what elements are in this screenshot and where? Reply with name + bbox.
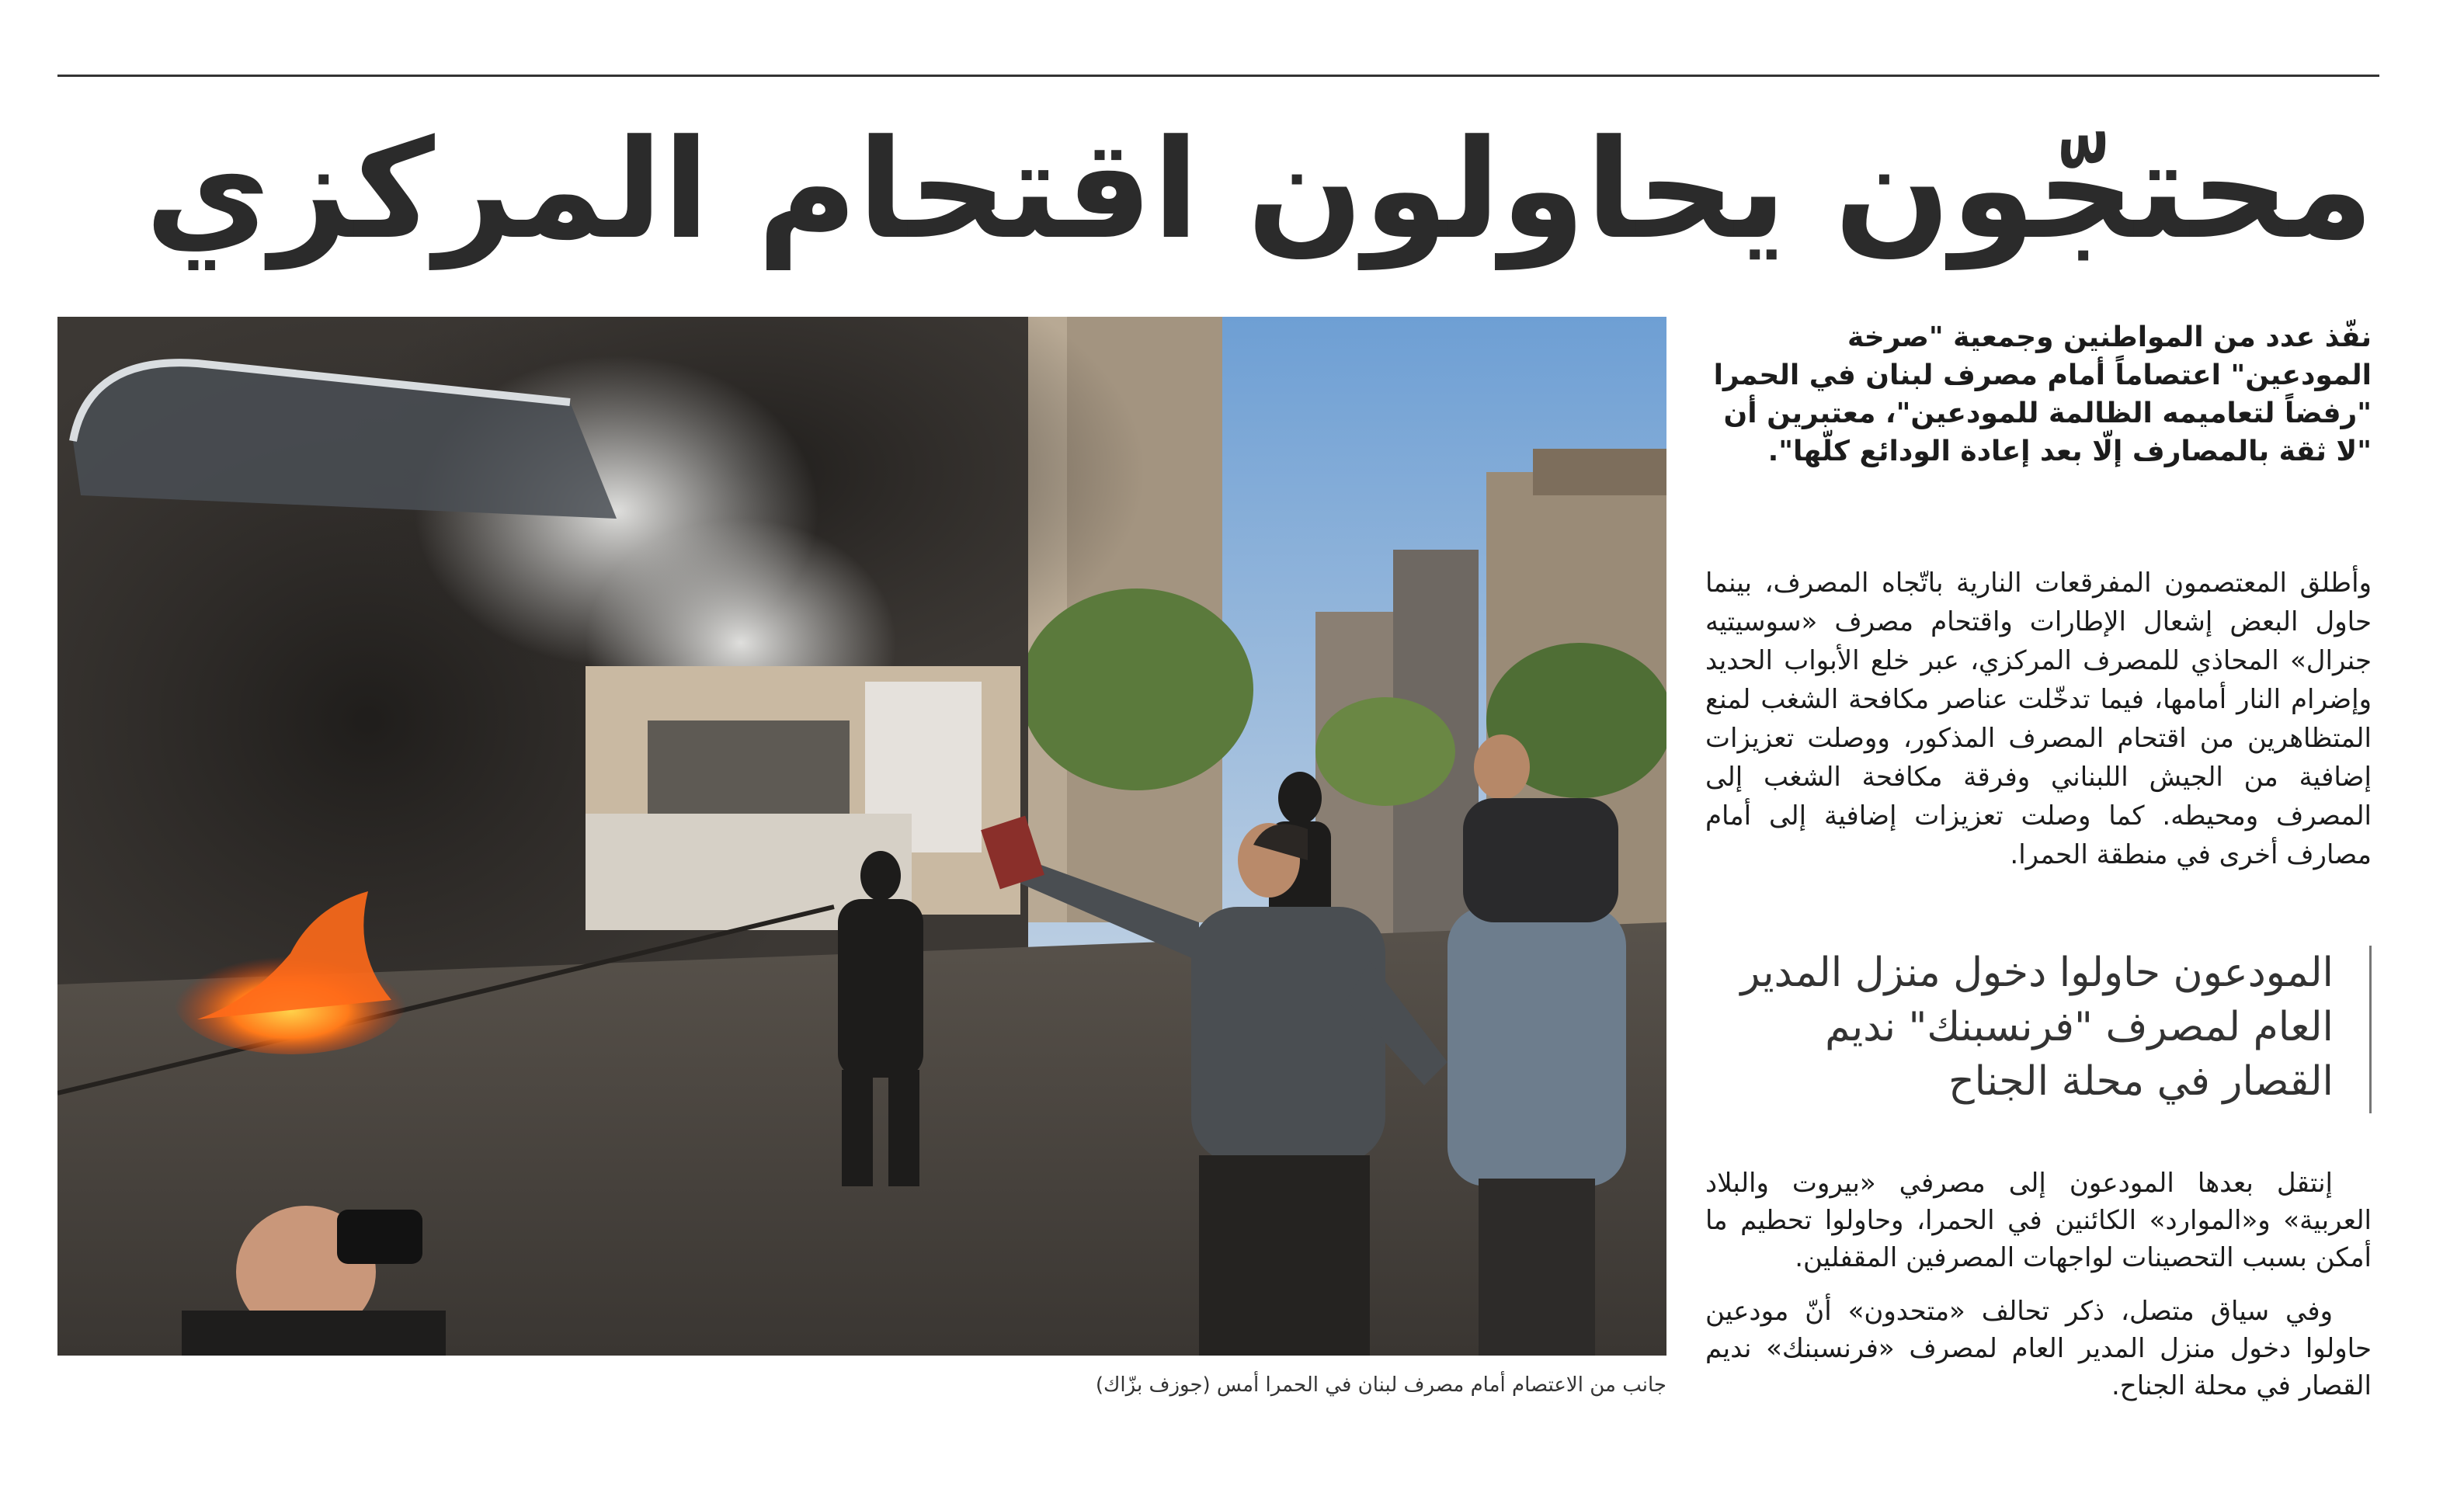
top-rule [57, 75, 2379, 77]
photo-caption: جانب من الاعتصام أمام مصرف لبنان في الحمرا أمس (جوزف بزّاك) [1095, 1373, 1666, 1397]
article-paragraph-1: وأطلق المعتصمون المفرقعات النارية باتّجاه المصرف، بينما حاول البعض إشعال الإطارات واقتحام مصرف «سوسيتيه جنرال» المحاذي للمصرف المركزي، عبر خلع الأبواب الحديد وإضرام النار أمامها، فيما تدخّلت عناصر مكافحة الشغب لمنع المتظاهرين من اقتحام المصرف المذكور، ووصلت تعزيزات إضافية من الجيش اللبناني وفرقة مكافحة الشغب إلى المصرف ومحيطه. كما وصلت تعزيزات إضافية إلى أمام مصارف أخرى في منطقة الحمرا. [1705, 568, 2372, 870]
news-photo [57, 317, 1666, 1356]
article-paragraph-3 [1705, 1293, 2372, 1404]
article-paragraph-3-text: وفي سياق متصل، ذكر تحالف «متحدون» أنّ مودعين حاولوا دخول منزل المدير العام لمصرف «فرنسبنك» نديم القصار في محلة الجناح. [1705, 1296, 2372, 1401]
protest-photo-illustration [57, 317, 1666, 1356]
headline: محتجّون يحاولون اقتحام المركزي [144, 110, 2374, 269]
article-paragraph-2-text: إنتقل بعدها المودعون إلى مصرفي «بيروت والبلاد العربية» و«الموارد» الكائنين في الحمرا، وحاولوا تحطيم ما أمكن بسبب التحصينات لواجهات المصرفين المقفلين. [1705, 1168, 2372, 1273]
article-intro: نفّذ عدد من المواطنين وجمعية "صرخة المودعين" اعتصاماً أمام مصرف لبنان في الحمرا "رفضاً لتعاميمه الظالمة للمودعين"، معتبرين أن "لا ثقة بالمصارف إلّا بعد إعادة الودائع كلّها". [1713, 321, 2372, 467]
pull-quote: المودعون حاولوا دخول منزل المدير العام لمصرف "فرنسبنك" نديم القصار في محلة الجناح [1705, 946, 2372, 1113]
article-paragraph-2 [1705, 1165, 2372, 1276]
